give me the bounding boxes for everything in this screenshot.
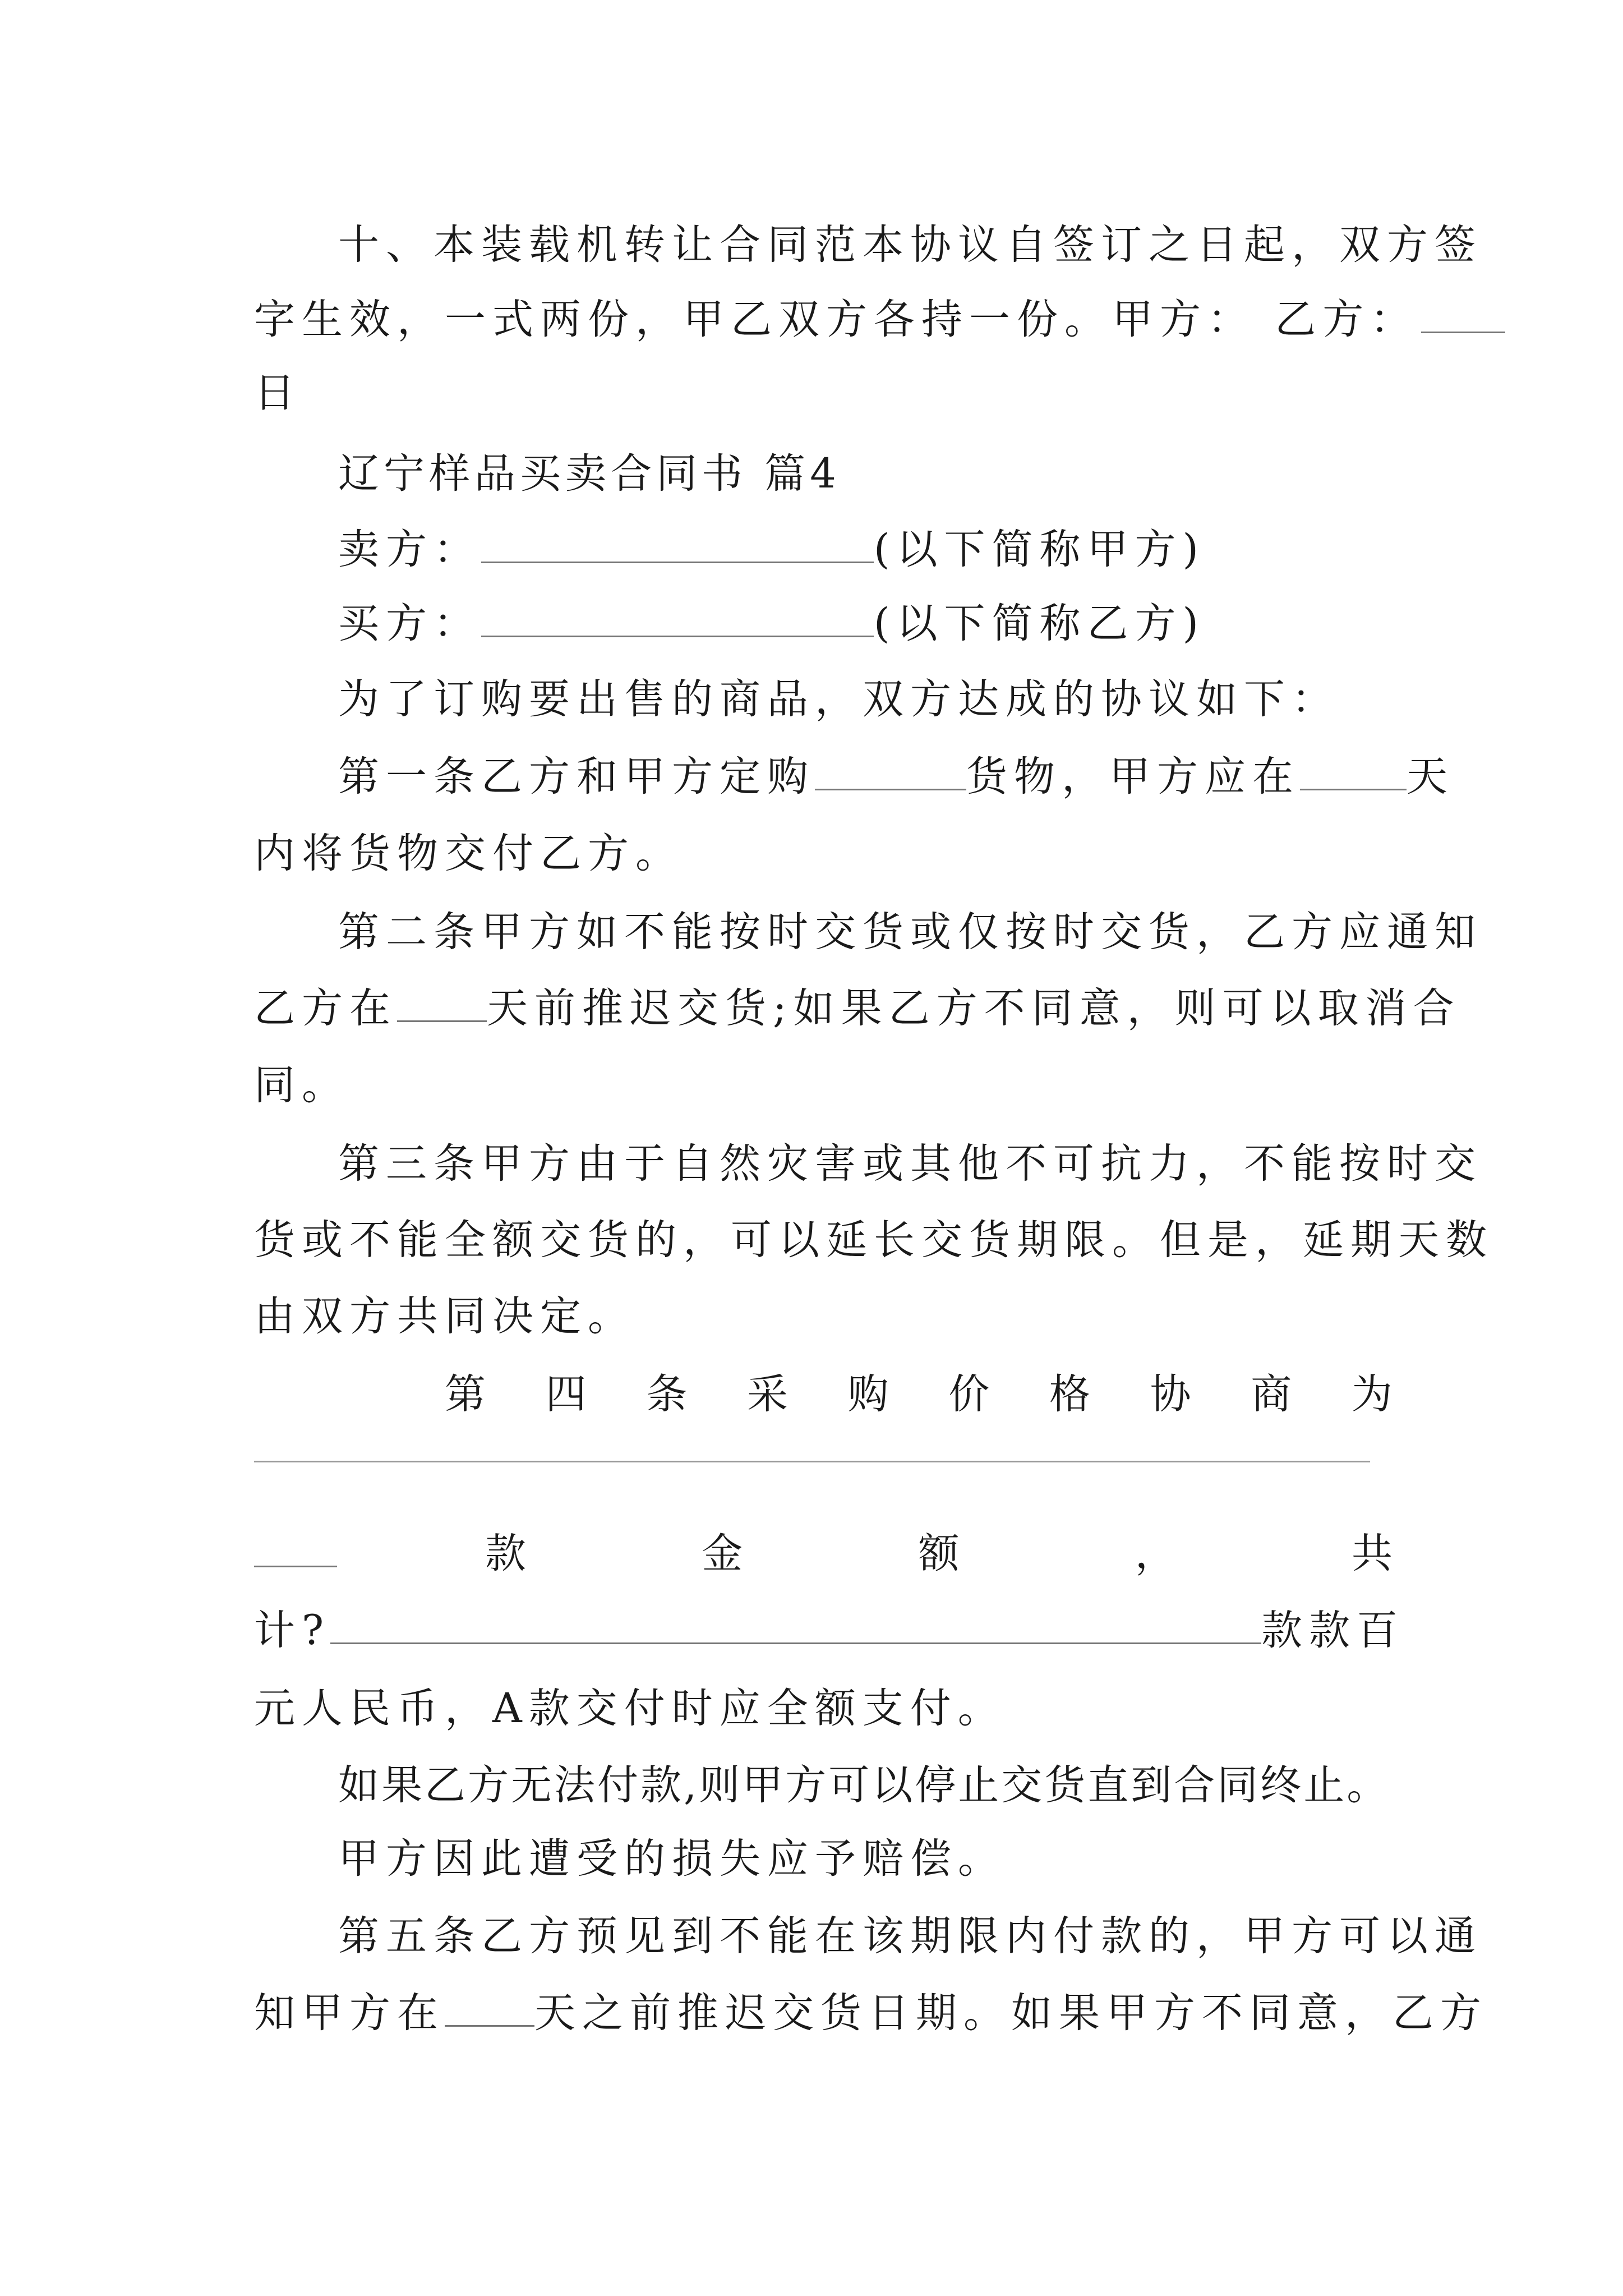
article4-line3: 款 金 额 ， 共: [485, 1530, 1393, 1577]
price-blank-line: [254, 1461, 1370, 1462]
amount-blank-wrap: [254, 1526, 338, 1582]
article5-line1: 第五条乙方预见到不能在该期限内付款的，甲方可以通: [338, 1912, 1482, 1960]
article1-line1: 第一条乙方和甲方定购 货物，甲方应在 天: [338, 749, 1393, 805]
article3-line1: 第三条甲方由于自然灾害或其他不可抗力，不能按时交: [338, 1140, 1482, 1188]
clause10-line3: 日: [254, 369, 302, 417]
goods-blank: [815, 749, 966, 790]
seller-blank: [481, 522, 874, 563]
article1-line2: 内将货物交付乙方。: [254, 830, 683, 877]
amount-blank: [254, 1526, 337, 1567]
article2-days-blank: [397, 981, 487, 1022]
article3-line2: 货或不能全额交货的，可以延长交货期限。但是，延期天数: [254, 1216, 1493, 1264]
section-heading: 辽宁样品买卖合同书 篇4: [338, 450, 841, 498]
article5-days-blank: [445, 1986, 534, 2027]
payment-line2: 甲方因此遭受的损失应予赔偿。: [338, 1835, 1006, 1883]
intro-line: 为了订购要出售的商品，双方达成的协议如下：: [338, 675, 1339, 723]
article2-line3: 同。: [254, 1061, 349, 1109]
article2-line1: 第二条甲方如不能按时交货或仅按时交货，乙方应通知: [338, 908, 1482, 956]
days-blank: [1300, 749, 1407, 790]
signature-blank: [1421, 292, 1505, 333]
article2-line2: 乙方在 天前推迟交货;如果乙方不同意，则可以取消合: [254, 981, 1393, 1037]
buyer-blank: [481, 596, 874, 637]
total-blank: [330, 1603, 1261, 1644]
payment-line1: 如果乙方无法付款,则甲方可以停止交货直到合同终止。: [338, 1761, 1390, 1809]
seller-line: 卖方： (以下简称甲方): [338, 522, 1393, 578]
clause10-line1: 十、本装载机转让合同范本协议自签订之日起，双方签: [338, 221, 1482, 269]
article4-line1: 第 四 条 采 购 价 格 协 商 为: [445, 1370, 1393, 1418]
article3-line3: 由双方共同决定。: [254, 1292, 635, 1340]
buyer-line: 买方： (以下简称乙方): [338, 596, 1393, 652]
article4-line5: 元人民币，A款交付时应全额支付。: [254, 1685, 1006, 1732]
article5-line2: 知甲方在 天之前推迟交货日期。如果甲方不同意，乙方: [254, 1985, 1393, 2041]
clause10-line2: 字生效，一式两份，甲乙双方各持一份。甲方： 乙方：: [254, 292, 1393, 348]
article4-line4: 计? 款款百: [254, 1603, 1393, 1659]
